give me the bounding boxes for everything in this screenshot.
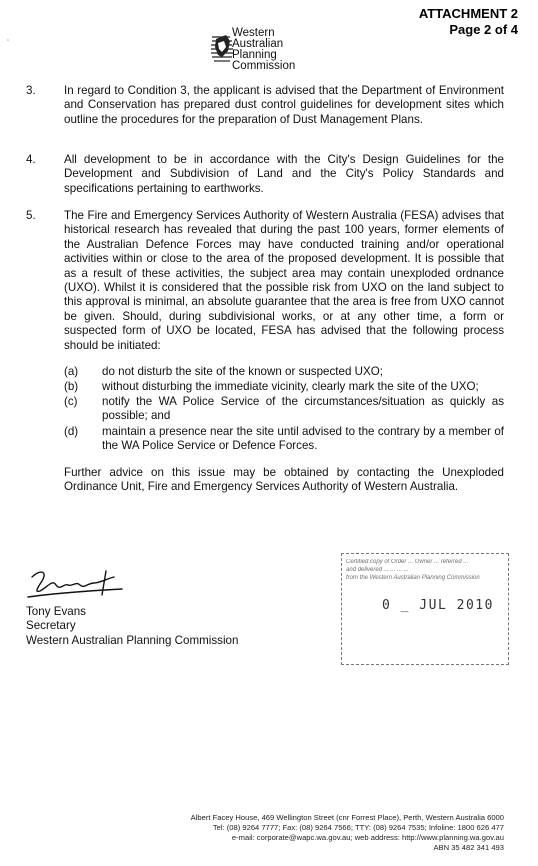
attachment-header (419, 6, 518, 38)
subitem-b (64, 380, 504, 394)
subitem-a (64, 365, 504, 379)
clause-number: 3. (26, 84, 36, 97)
footer-phones: Tel: (08) 9264 7777; Fax: (08) 9264 7566; TTY: (08) 9264 7535; Infoline: 1800 626 477 (212, 823, 504, 832)
subitem-text: do not disturb the site of the known or suspected UXO; (102, 365, 383, 378)
further-advice (26, 466, 504, 495)
page-number: Page 2 of 4 (449, 22, 518, 37)
clause-text: The Fire and Emergency Services Authority of Western Australia (FESA) advises that historical research has revealed that during the past 100 years, former elements of the Australian Defence Forces may have conducted training and/or operational activities within or close to the area of the proposed development. It is possible that as a result of these activities, the subject area may contain unexploded ordnance (UXO). Whilst it is considered that the possible risk from UXO on the land subject to this approval is minimal, an absolute guarantee that the area is free from UXO cannot be given. Should, during subdivisional works, or at any other time, a form or suspected form of UXO be located, FESA has advised that the following process should be initiated: (64, 209, 504, 352)
logo-line: Australian (232, 38, 284, 50)
footer-address: Albert Facey House, 469 Wellington Street (cnr Forrest Place), Perth, Western Australia 6000 (190, 813, 504, 822)
logo-line: Western (232, 27, 275, 39)
stamp-date: 0 _ JUL 2010 (382, 598, 494, 613)
wapc-logo (208, 27, 328, 77)
clause-text: All development to be in accordance with the City's Design Guidelines for the Development and Subdivision of Land and the City's Policy Standards and specifications pertaining to earthworks. (64, 153, 504, 195)
stamp-line: and delivered ... ... ... ... (346, 567, 409, 573)
clause-5 (26, 209, 504, 353)
stamp-text (346, 558, 504, 582)
clause-number: 4. (26, 153, 36, 166)
clause-3 (26, 84, 504, 127)
footer-web: e-mail: corporate@wapc.wa.gov.au; web address: http://www.planning.wa.gov.au (231, 833, 504, 842)
letterhead-footer (191, 813, 504, 853)
subitem-d (64, 425, 504, 454)
stamp-line: from the Western Australian Planning Commission (346, 575, 480, 581)
logo-wordmark (232, 28, 295, 72)
clause-text: In regard to Condition 3, the applicant is advised that the Department of Environment and Conservation has prepared dust control guidelines for development sites which outline the procedures for the preparation of Dust Management Plans. (64, 84, 504, 126)
subitem-text: notify the WA Police Service of the circumstances/situation as quickly as possible; and (102, 395, 504, 423)
subitem-text: without disturbing the immediate vicinity, clearly mark the site of the UXO; (102, 380, 479, 393)
handwritten-signature-icon (26, 567, 136, 601)
attachment-title: ATTACHMENT 2 (418, 6, 518, 21)
subitem-letter: (b) (64, 380, 79, 393)
footer-abn: ABN 35 482 341 493 (433, 843, 504, 852)
received-stamp (341, 553, 509, 665)
logo-line: Planning (232, 49, 277, 61)
signatory-role: Secretary (26, 619, 76, 633)
clause-4 (26, 153, 504, 196)
stamp-line: Certified copy of Order ... Owner ... referred ... (346, 559, 469, 565)
subitem-text: maintain a presence near the site until advised to the contrary by a member of the WA Police Service or Defence Forces. (102, 425, 504, 453)
signatory-org: Western Australian Planning Commission (26, 633, 239, 647)
subitem-c (64, 395, 504, 424)
subitem-letter: (d) (64, 425, 79, 438)
further-advice-text: Further advice on this issue may be obtained by contacting the Unexploded Ordinance Unit, Fire and Emergency Services Authority of Western Australia. (64, 466, 504, 494)
subitem-letter: (a) (64, 365, 79, 378)
signatory-name: Tony Evans (26, 605, 86, 618)
signature-block (26, 567, 266, 648)
scan-artifact: ∘ (6, 38, 10, 44)
clause-number: 5. (26, 209, 36, 222)
subitem-letter: (c) (64, 395, 78, 408)
logo-line: Commission (232, 60, 296, 72)
